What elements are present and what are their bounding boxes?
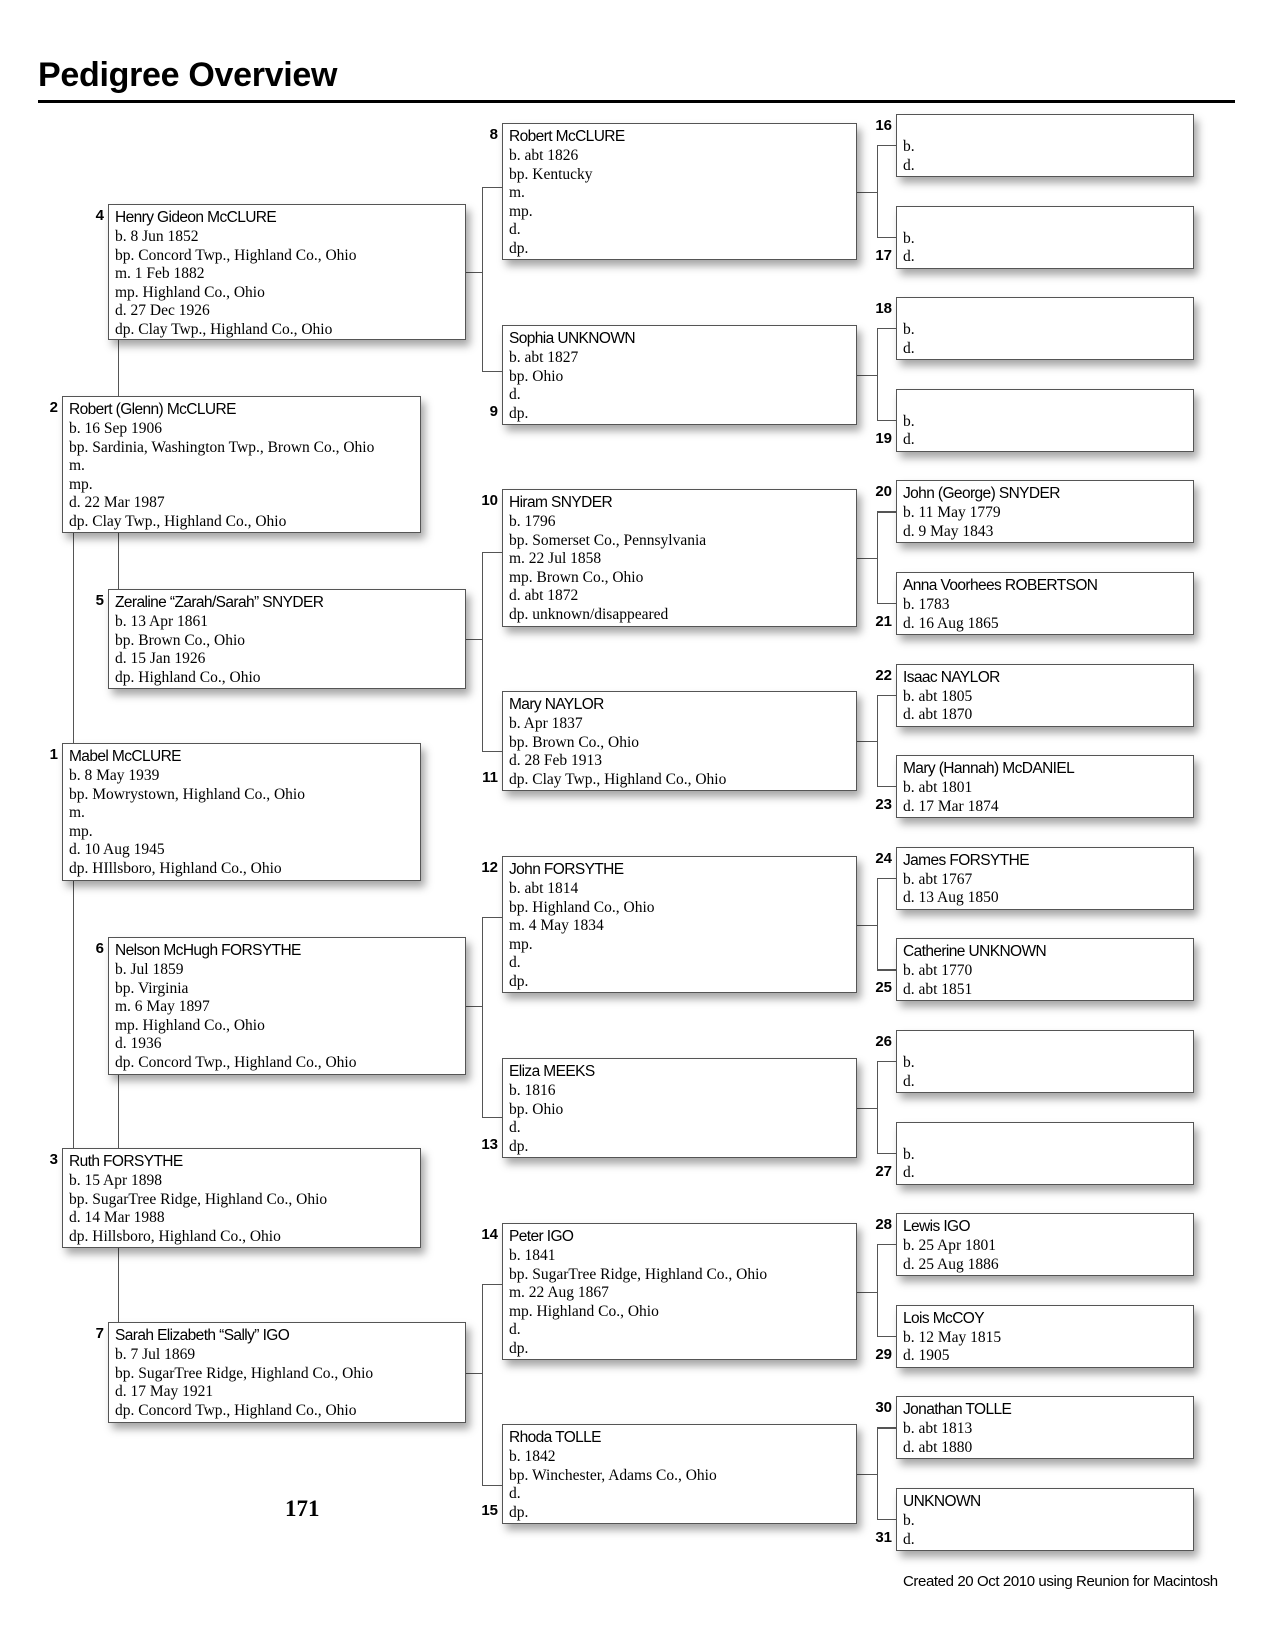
person-detail-line: d. [903,1072,915,1090]
ahnentafel-number: 31 [875,1529,892,1546]
person-detail-line: d. abt 1870 [903,706,973,724]
connector-line [877,786,896,787]
person-box[interactable] [62,743,421,881]
person-detail-line: b. 1796 [509,513,556,530]
person-detail-line: dp. HIllsboro, Highland Co., Ohio [69,859,282,877]
connector-line [877,511,878,603]
connector-line [482,1284,502,1285]
person-detail-line: b. abt 1827 [509,349,579,366]
person-detail-line: b. [903,321,915,339]
person-detail-line: b. 16 Sep 1906 [69,420,162,437]
connector-line [877,695,896,696]
person-detail-line: b. 11 May 1779 [903,504,1001,522]
person-detail-line: dp. [509,972,529,990]
person-detail-line: d. 1905 [903,1347,950,1365]
connector-line [482,1284,483,1485]
person-detail-line: m. 6 May 1897 [115,998,210,1016]
person-detail-line: b. 25 Apr 1801 [903,1237,996,1255]
person-name [903,210,1187,230]
person-name: Lewis IGO [903,1218,970,1236]
person-box[interactable] [896,114,1194,177]
person-detail-line: bp. Concord Twp., Highland Co., Ohio [115,246,357,264]
person-box[interactable] [502,1223,857,1360]
person-detail-line: d. 10 Aug 1945 [69,841,165,859]
person-detail-line: d. abt 1872 [509,587,579,605]
person-detail-line: bp. Sardinia, Washington Twp., Brown Co., Ohio [69,438,375,456]
person-detail-line: dp. Clay Twp., Highland Co., Ohio [115,320,333,338]
ahnentafel-number: 24 [875,849,892,867]
connector-line [466,1006,482,1007]
connector-line [877,878,878,970]
connector-line [857,1292,877,1293]
ahnentafel-number: 19 [875,429,892,447]
connector-line [482,552,502,553]
person-detail-line: mp. [509,202,533,220]
connector-line [877,969,896,970]
connector-line [877,145,896,146]
connector-line [482,917,483,1117]
person-detail-line: d. [903,1164,915,1182]
person-detail-line: b. 1783 [903,596,950,613]
person-detail-line: d. 22 Mar 1987 [69,494,165,512]
connector-line [482,1117,502,1118]
person-detail-line: b. [903,412,915,430]
connector-line [466,639,482,640]
person-detail-line: d. 1936 [115,1035,162,1053]
connector-line [877,1519,896,1520]
person-detail-line: bp. SugarTree Ridge, Highland Co., Ohio [509,1265,768,1283]
person-detail-line: b. abt 1767 [903,870,973,888]
person-detail-line: bp. Ohio [509,367,564,385]
person-box[interactable] [896,297,1194,360]
connector-line [857,375,877,376]
connector-line [482,187,502,188]
ahnentafel-number: 4 [95,207,104,224]
connector-line [877,1153,896,1154]
person-name: Sarah Elizabeth “Sally” IGO [115,1327,290,1344]
person-name: Jonathan TOLLE [903,1401,1012,1419]
person-box[interactable] [502,1424,857,1524]
ahnentafel-number: 16 [875,117,892,134]
person-detail-line: mp. Highland Co., Ohio [115,1016,265,1034]
person-detail-line: dp. [509,1137,529,1155]
person-detail-line: b. [903,1145,915,1163]
person-name: Eliza MEEKS [509,1063,595,1080]
connector-line [877,420,896,421]
person-box[interactable] [502,691,857,791]
person-detail-line: d. abt 1880 [903,1438,973,1456]
person-detail-line: bp. SugarTree Ridge, Highland Co., Ohio [115,1364,374,1382]
person-detail-line: dp. Concord Twp., Highland Co., Ohio [115,1401,357,1419]
person-name: Mabel McCLURE [69,748,181,765]
person-detail-line: b. abt 1805 [903,687,973,705]
person-name [903,393,1187,413]
ahnentafel-number: 21 [875,613,892,630]
person-box[interactable] [502,123,857,260]
person-detail-line: b. 1841 [509,1247,556,1264]
person-detail-line: mp. [509,935,533,953]
ahnentafel-number: 12 [481,859,498,876]
connector-line [482,371,502,372]
person-box[interactable] [896,1396,1194,1459]
title-rule [38,100,1235,103]
connector-line [877,878,896,879]
person-detail-line: mp. Highland Co., Ohio [509,1302,659,1320]
ahnentafel-number: 18 [875,300,892,318]
person-detail-line: d. [509,1485,521,1503]
person-detail-line: b. 8 May 1939 [69,767,160,784]
person-detail-line: d. [509,1119,521,1137]
ahnentafel-number: 17 [875,246,892,264]
person-name: Mary NAYLOR [509,696,604,713]
connector-line [857,1108,877,1109]
ahnentafel-number: 10 [481,492,498,509]
person-detail-line: b. 1816 [509,1082,556,1099]
person-detail-line: b. [903,1512,915,1529]
person-detail-line: mp. [69,475,93,493]
connector-line [877,1244,878,1336]
person-detail-line: b. abt 1814 [509,880,579,897]
ahnentafel-number: 20 [875,483,892,501]
person-name: Hiram SNYDER [509,494,613,511]
connector-line [118,533,119,589]
person-name: John (George) SNYDER [903,485,1060,503]
connector-line [877,328,878,420]
person-name: John FORSYTHE [509,861,624,878]
person-detail-line: mp. Brown Co., Ohio [509,568,644,586]
person-box[interactable] [896,755,1194,818]
person-name: Robert McCLURE [509,128,625,145]
person-name: Ruth FORSYTHE [69,1153,183,1170]
person-name: Zeraline “Zarah/Sarah” SNYDER [115,594,324,611]
ahnentafel-number: 29 [875,1345,892,1363]
person-detail-line: dp. [509,1503,529,1521]
person-box[interactable] [896,389,1194,452]
person-box[interactable] [502,325,857,425]
person-detail-line: d. [509,1321,521,1339]
ahnentafel-number: 9 [489,403,498,420]
person-detail-line: b. [903,229,915,247]
ahnentafel-number: 22 [875,666,892,684]
connector-line [482,917,502,918]
page-title: Pedigree Overview [38,56,338,94]
connector-line [857,192,877,193]
person-box[interactable] [62,396,421,533]
person-detail-line: d. 14 Mar 1988 [69,1209,165,1227]
connector-line [877,695,878,787]
person-detail-line: d. [509,386,521,404]
person-name: Sophia UNKNOWN [509,330,635,347]
person-name: James FORSYTHE [903,851,1029,869]
person-name: Anna Voorhees ROBERTSON [903,577,1098,594]
connector-line [877,1244,896,1245]
connector-line [877,145,878,237]
footer-credit: Created 20 Oct 2010 using Reunion for Macintosh [903,1573,1218,1590]
ahnentafel-number: 5 [95,592,104,609]
connector-line [482,1485,502,1486]
connector-line [73,533,74,743]
person-name: Mary (Hannah) McDANIEL [903,760,1075,778]
person-detail-line: b. 13 Apr 1861 [115,613,208,630]
ahnentafel-number: 30 [875,1399,892,1417]
connector-line [482,552,483,751]
person-detail-line: d. [903,248,915,266]
person-detail-line: dp. [509,404,529,422]
person-name: UNKNOWN [903,1493,981,1510]
person-detail-line: b. abt 1813 [903,1420,973,1438]
person-name: Nelson McHugh FORSYTHE [115,942,301,959]
person-box[interactable] [502,489,857,627]
person-name: Lois McCOY [903,1309,984,1327]
ahnentafel-number: 14 [481,1226,498,1243]
ahnentafel-number: 23 [875,796,892,814]
ahnentafel-number: 8 [489,126,498,143]
person-detail-line: mp. Highland Co., Ohio [115,283,265,301]
person-detail-line: dp. Hillsboro, Highland Co., Ohio [69,1227,281,1245]
person-detail-line: d. [903,1530,915,1548]
person-box[interactable] [502,1058,857,1158]
connector-line [877,603,896,604]
person-detail-line: dp. Clay Twp., Highland Co., Ohio [69,512,287,530]
person-box[interactable] [108,1322,466,1423]
person-name: Catherine UNKNOWN [903,943,1047,961]
person-detail-line: bp. Ohio [509,1100,564,1118]
person-name [903,118,1187,138]
ahnentafel-number: 11 [482,769,498,786]
ahnentafel-number: 15 [481,1502,498,1519]
person-detail-line: m. [69,457,85,475]
ahnentafel-number: 3 [49,1151,58,1168]
ahnentafel-number: 2 [49,399,58,416]
person-detail-line: dp. Concord Twp., Highland Co., Ohio [115,1053,357,1071]
person-detail-line: bp. Somerset Co., Pennsylvania [509,531,707,549]
person-detail-line: bp. SugarTree Ridge, Highland Co., Ohio [69,1190,328,1208]
person-box[interactable] [896,847,1194,910]
person-name: Isaac NAYLOR [903,668,1000,686]
person-name [903,301,1187,321]
person-name [903,1034,1187,1054]
person-detail-line: dp. Clay Twp., Highland Co., Ohio [509,770,727,788]
connector-line [877,328,896,329]
ahnentafel-number: 27 [875,1162,892,1180]
person-detail-line: d. 15 Jan 1926 [115,650,206,668]
ahnentafel-number: 26 [875,1033,892,1050]
person-name: Peter IGO [509,1228,574,1245]
person-detail-line: d. [509,954,521,972]
person-detail-line: d. [509,221,521,239]
connector-line [877,1336,896,1337]
page-number: 171 [285,1496,320,1521]
ahnentafel-number: 28 [875,1216,892,1234]
person-detail-line: b. abt 1826 [509,147,579,164]
person-box[interactable] [896,664,1194,727]
person-detail-line: b. 15 Apr 1898 [69,1172,162,1189]
person-box[interactable] [896,1488,1194,1551]
person-detail-line: d. 17 Mar 1874 [903,797,999,815]
connector-line [877,1061,878,1153]
connector-line [73,881,74,1148]
person-box[interactable] [896,1213,1194,1276]
person-detail-line: bp. Virginia [115,979,189,997]
person-detail-line: d. [903,339,915,357]
person-box[interactable] [896,206,1194,269]
person-detail-line: b. abt 1801 [903,779,973,797]
person-detail-line: m. 22 Jul 1858 [509,550,602,568]
person-detail-line: d. 17 May 1921 [115,1383,214,1401]
person-detail-line: b. Apr 1837 [509,715,583,732]
connector-line [118,1247,119,1322]
connector-line [877,511,896,512]
person-detail-line: bp. Kentucky [509,165,593,183]
connector-line [877,1427,878,1519]
person-box[interactable] [108,589,466,689]
person-detail-line: d. [903,156,915,174]
person-detail-line: m. [69,804,85,822]
person-detail-line: dp. unknown/disappeared [509,605,669,623]
person-detail-line: d. abt 1851 [903,980,973,998]
ahnentafel-number: 1 [49,746,58,763]
person-box[interactable] [502,856,857,993]
person-detail-line: dp. [509,1339,529,1357]
person-detail-line: d. 9 May 1843 [903,522,994,540]
person-detail-line: d. 28 Feb 1913 [509,752,602,770]
connector-line [857,925,877,926]
person-box[interactable] [108,937,466,1075]
person-detail-line: b. abt 1770 [903,962,973,980]
person-detail-line: m. 4 May 1834 [509,917,604,935]
connector-line [466,1373,482,1374]
person-detail-line: bp. Winchester, Adams Co., Ohio [509,1466,717,1484]
person-detail-line: dp. [509,239,529,257]
person-detail-line: d. 25 Aug 1886 [903,1255,999,1273]
connector-line [877,1427,896,1428]
connector-line [118,340,119,396]
person-detail-line: b. 8 Jun 1852 [115,228,199,245]
person-detail-line: b. 12 May 1815 [903,1328,1002,1346]
person-name: Rhoda TOLLE [509,1429,601,1446]
person-detail-line: bp. Brown Co., Ohio [115,631,246,649]
person-box[interactable] [896,938,1194,1001]
connector-line [857,558,877,559]
person-detail-line: d. [903,431,915,449]
person-detail-line: mp. [69,822,93,840]
person-name: Henry Gideon McCLURE [115,209,277,226]
person-detail-line: b. 1842 [509,1448,556,1465]
person-detail-line: bp. Highland Co., Ohio [509,898,655,916]
person-detail-line: bp. Brown Co., Ohio [509,733,640,751]
ahnentafel-number: 6 [95,940,104,957]
person-box[interactable] [896,1030,1194,1093]
person-name: Robert (Glenn) McCLURE [69,401,236,418]
connector-line [482,751,502,752]
person-detail-line: bp. Mowrystown, Highland Co., Ohio [69,785,305,803]
person-detail-line: m. 1 Feb 1882 [115,265,205,283]
connector-line [877,1061,896,1062]
ahnentafel-number: 25 [875,979,892,997]
connector-line [466,272,482,273]
person-box[interactable] [62,1148,421,1248]
connector-line [857,1474,877,1475]
person-detail-line: b. [903,1054,915,1071]
person-box[interactable] [896,1305,1194,1368]
connector-line [118,1075,119,1148]
ahnentafel-number: 7 [95,1325,104,1342]
person-box[interactable] [896,480,1194,543]
connector-line [877,237,896,238]
ahnentafel-number: 13 [481,1136,498,1153]
person-detail-line: d. 16 Aug 1865 [903,614,999,632]
person-detail-line: b. Jul 1859 [115,961,184,978]
person-detail-line: m. [509,184,525,202]
person-detail-line: m. 22 Aug 1867 [509,1284,609,1302]
connector-line [857,741,877,742]
person-detail-line: b. 7 Jul 1869 [115,1346,196,1363]
person-detail-line: d. 13 Aug 1850 [903,889,999,907]
connector-line [482,187,483,371]
person-box[interactable] [108,204,466,340]
person-name [903,1126,1187,1146]
person-detail-line: dp. Highland Co., Ohio [115,668,261,686]
person-detail-line: b. [903,138,915,155]
person-box[interactable] [896,572,1194,635]
person-box[interactable] [896,1122,1194,1185]
person-detail-line: d. 27 Dec 1926 [115,302,210,320]
